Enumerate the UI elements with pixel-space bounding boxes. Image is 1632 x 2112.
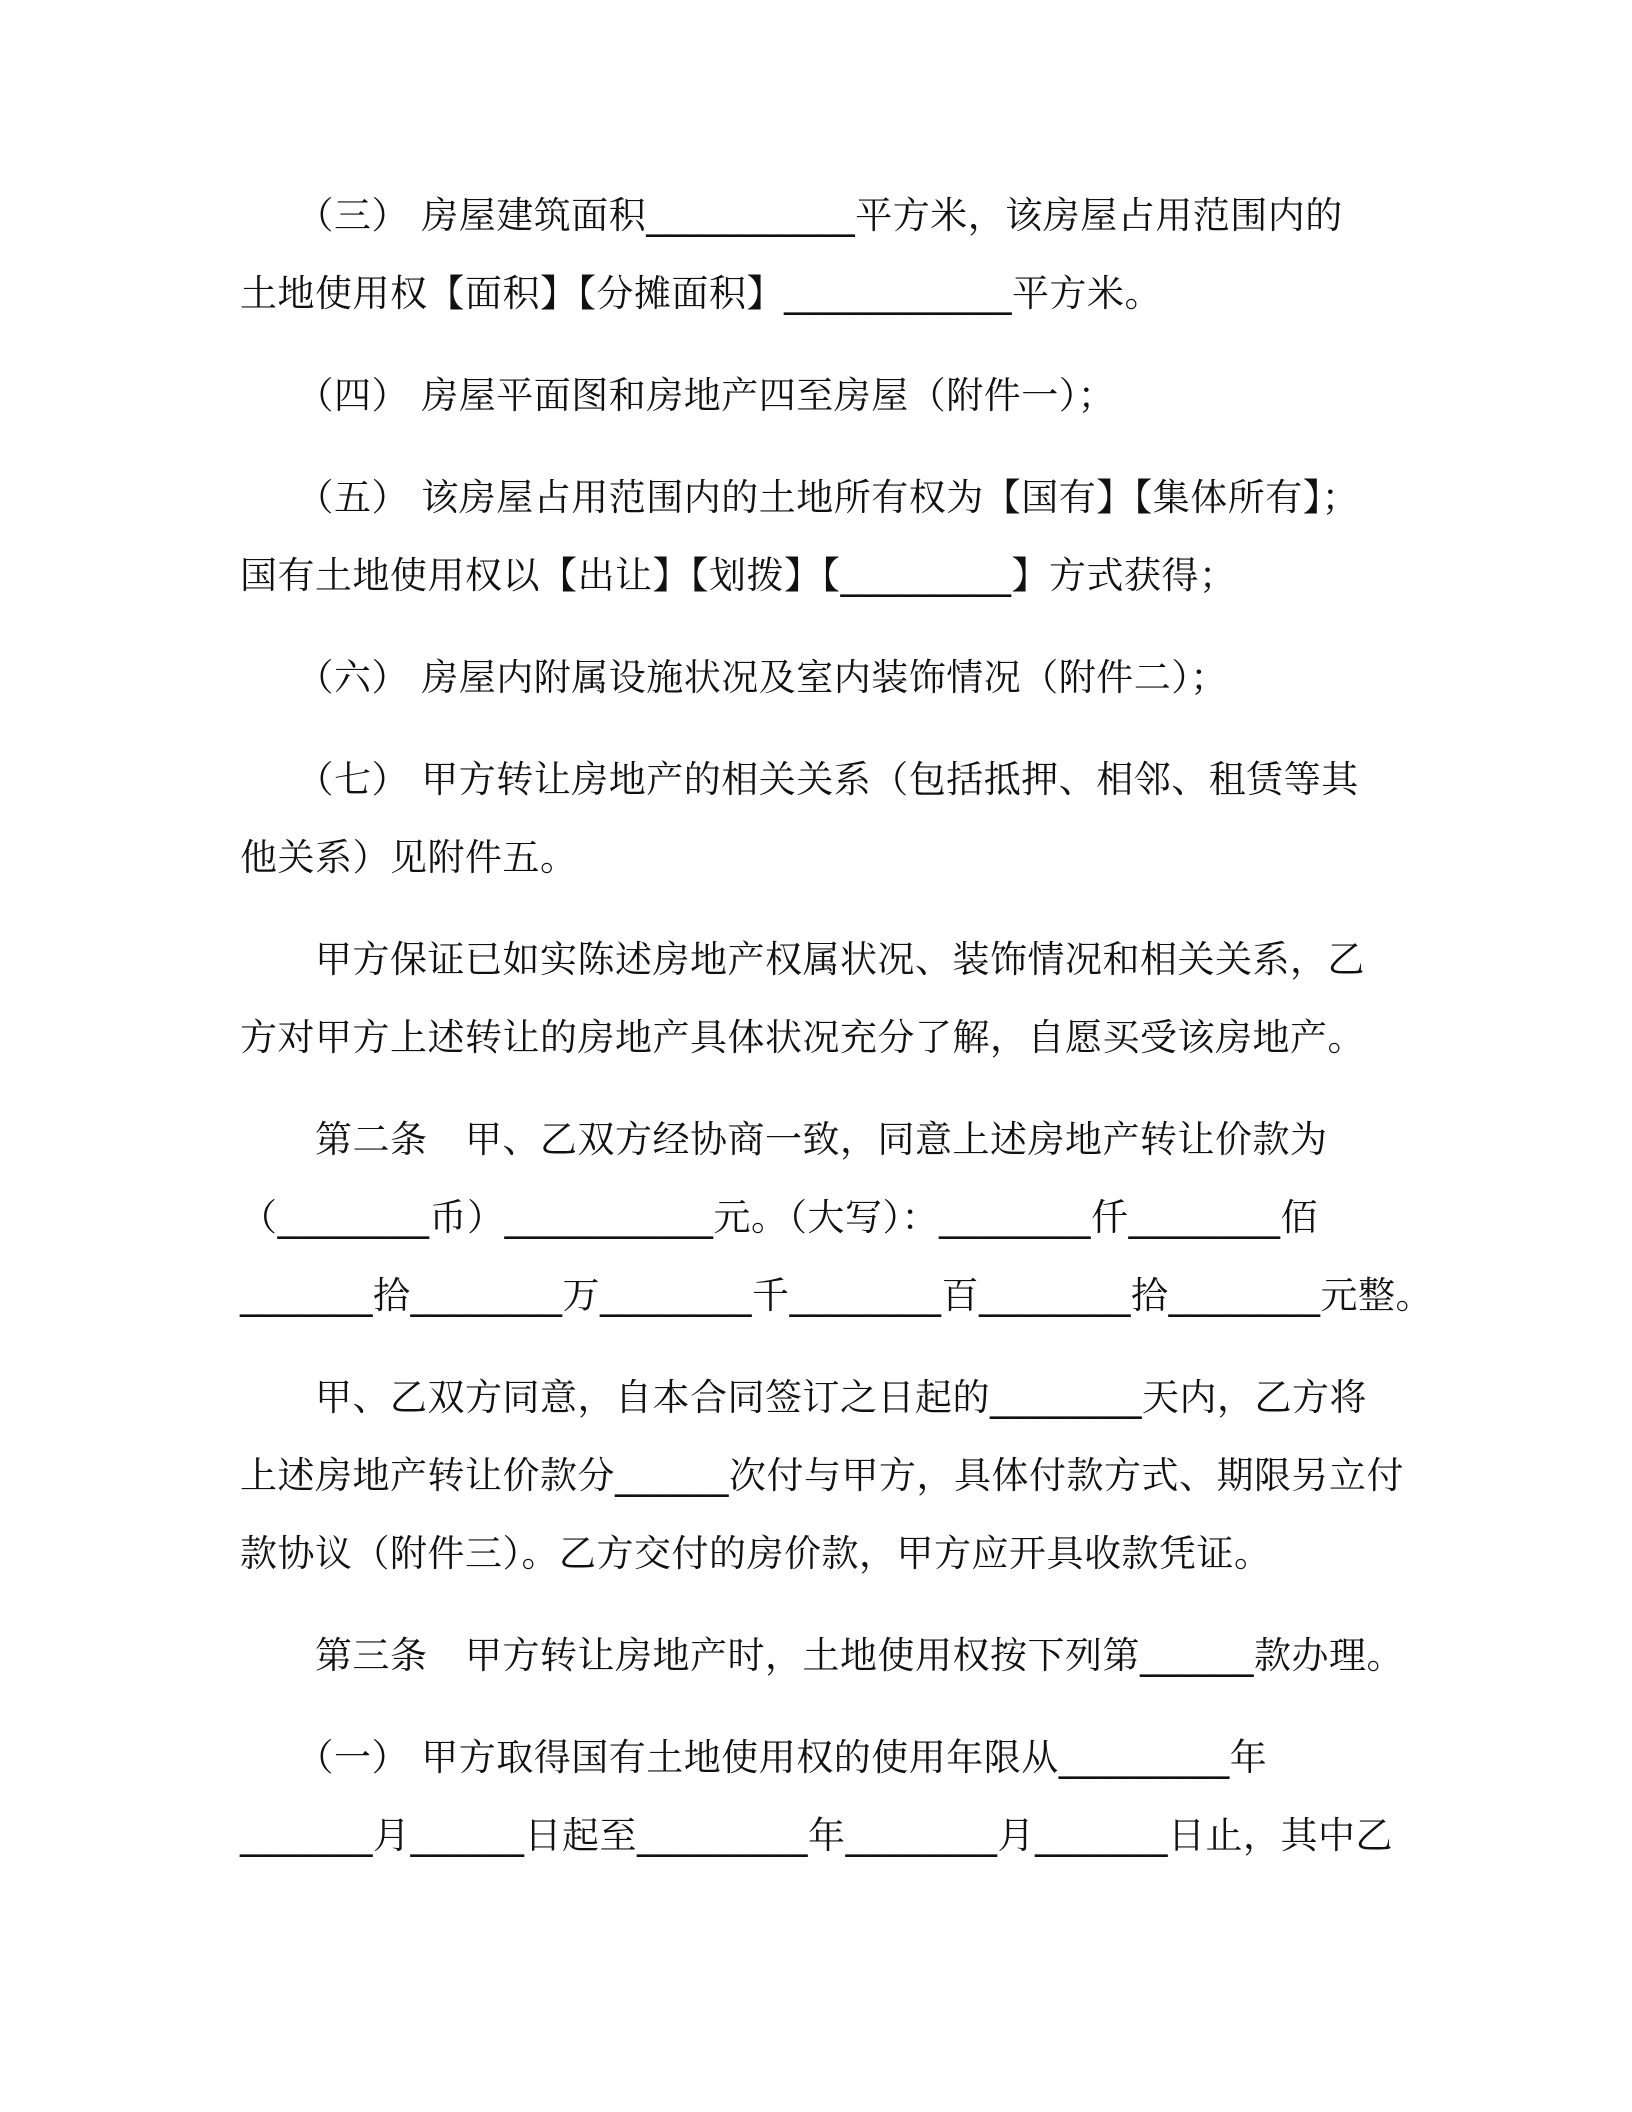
text-line: 款协议（附件三）。乙方交付的房价款，甲方应开具收款凭证。: [240, 1532, 1272, 1575]
text-line: （七） 甲方转让房地产的相关关系（包括抵押、相邻、租赁等其: [240, 758, 1359, 801]
text-line: 第二条 甲、乙双方经协商一致，同意上述房地产转让价款为: [240, 1118, 1328, 1161]
text-line: （________币）___________元。（大写）：________仟________佰: [240, 1196, 1318, 1239]
text-line: （四） 房屋平面图和房地产四至房屋（附件一）；: [240, 374, 1116, 417]
text-line: （六） 房屋内附属设施状况及室内装饰情况（附件二）；: [240, 656, 1228, 699]
text-line: 上述房地产转让价款分______次付与甲方，具体付款方式、期限另立付: [240, 1454, 1404, 1497]
text-line: _______拾________万________千________百________拾________元整。: [240, 1274, 1433, 1317]
text-line: 他关系）见附件五。: [240, 836, 578, 879]
text-line: _______月______日起至_________年________月_______日止，其中乙: [240, 1814, 1393, 1857]
text-line: 方对甲方上述转让的房地产具体状况充分了解，自愿买受该房地产。: [240, 1016, 1365, 1059]
text-line: 甲、乙双方同意，自本合同签订之日起的________天内，乙方将: [240, 1376, 1367, 1419]
text-line: （五） 该房屋占用范围内的土地所有权为【国有】【集体所有】；: [240, 476, 1360, 519]
text-line: 甲方保证已如实陈述房地产权属状况、装饰情况和相关关系，乙: [240, 938, 1365, 981]
text-line: （一） 甲方取得国有土地使用权的使用年限从_________年: [240, 1736, 1268, 1779]
text-line: 土地使用权【面积】【分摊面积】____________平方米。: [240, 272, 1162, 315]
text-line: 国有土地使用权以【出让】【划拨】【_________】方式获得；: [240, 554, 1237, 597]
text-line: 第三条 甲方转让房地产时，土地使用权按下列第______款办理。: [240, 1634, 1404, 1677]
text-line: （三） 房屋建筑面积___________平方米，该房屋占用范围内的: [240, 194, 1343, 237]
